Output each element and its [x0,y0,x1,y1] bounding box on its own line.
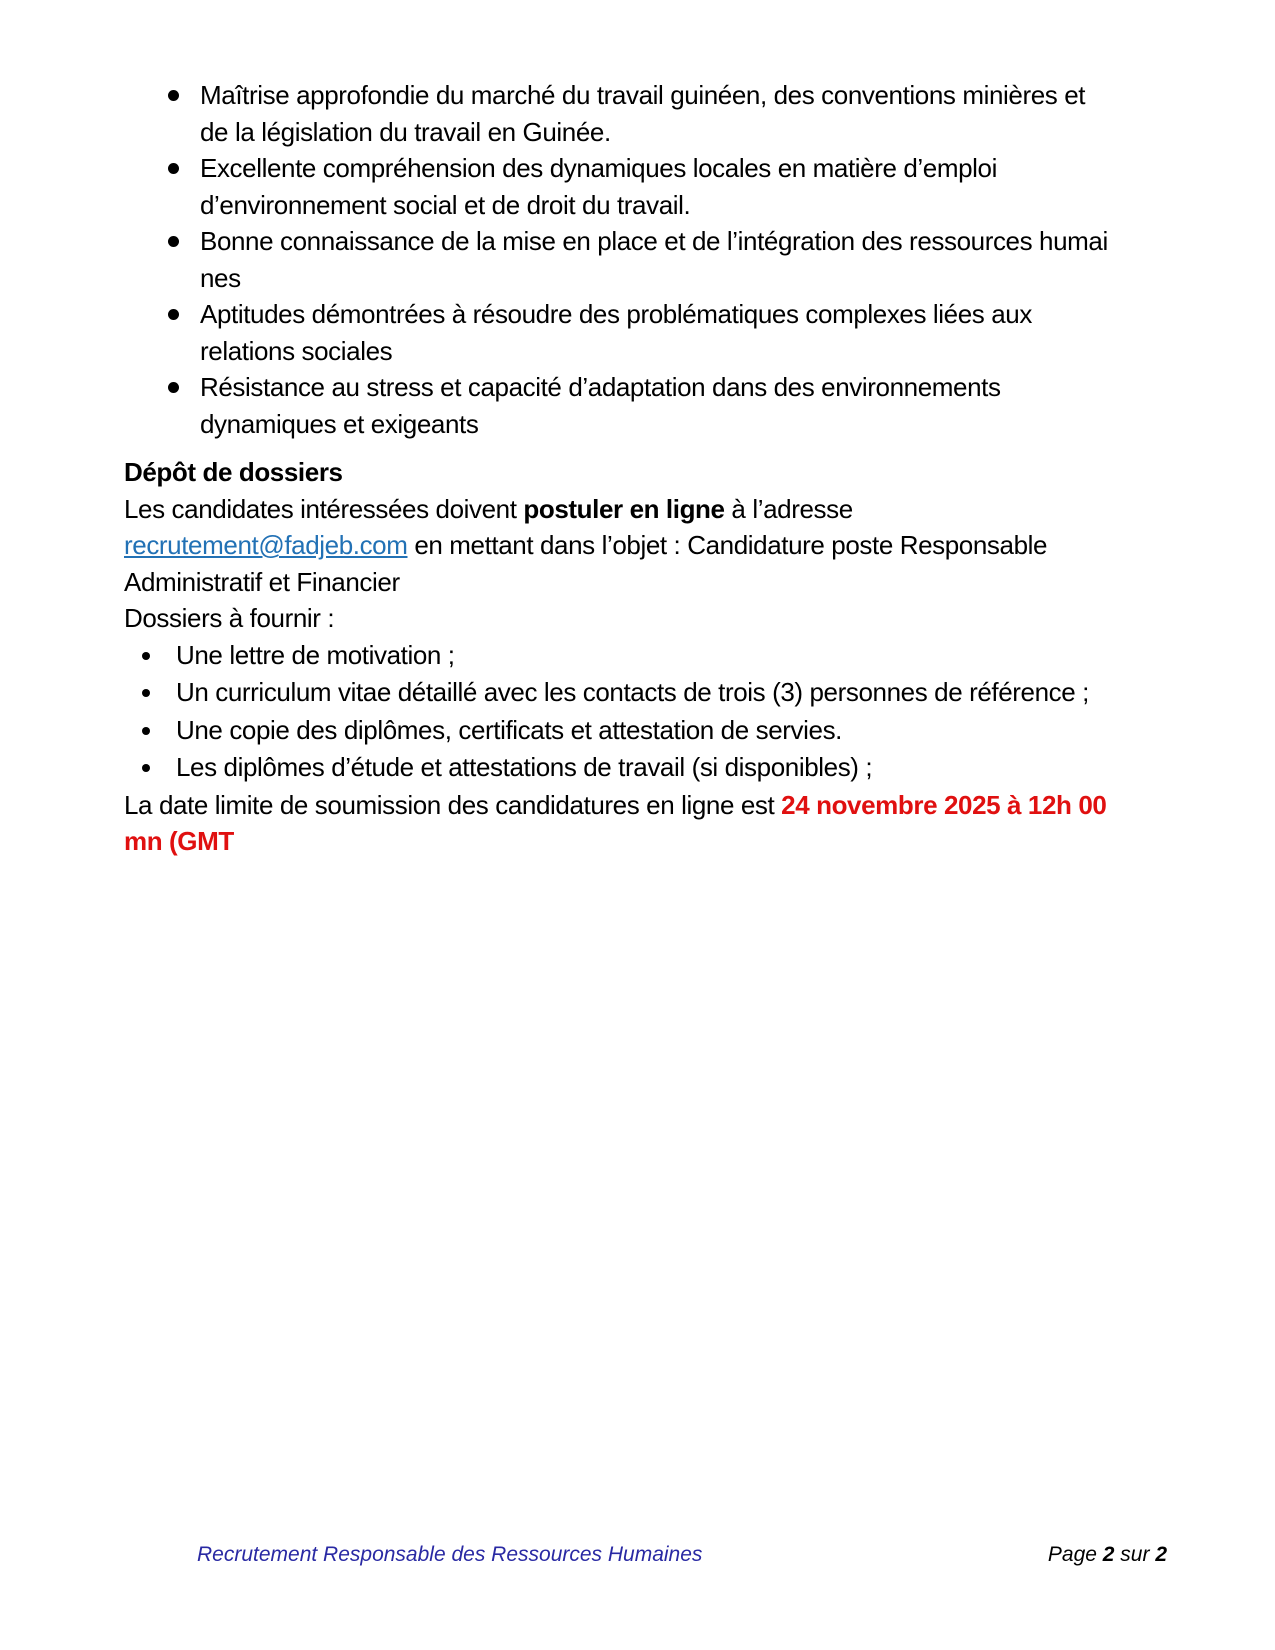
dossiers-a-fournir-label: Dossiers à fournir : [124,603,335,633]
list-item-line: de la législation du travail en Guinée. [200,116,611,147]
paragraph-line [124,823,1134,860]
bullet-icon [168,296,200,369]
list-item-line: Bonne connaissance de la mise en place et de l’intégration des ressources humai [200,226,1108,256]
page-sur-label: sur [1114,1543,1156,1566]
text-segment: à l’adresse [724,493,853,524]
paragraph-line [124,787,1134,824]
bullet-icon [142,637,176,674]
footer-document-title: Recrutement Responsable des Ressources Humaines [197,1543,703,1566]
list-item-line: dynamiques et exigeants [200,408,479,439]
list-item-line: Une copie des diplômes, certificats et attestation de servies. [176,714,842,745]
deadline-paragraph [124,787,1134,860]
deadline-date-text: mn (GMT [124,826,234,856]
paragraph-line [124,527,1134,564]
footer-page-number [1048,1542,1167,1568]
list-item-line: Aptitudes démontrées à résoudre des problématiques complexes liées aux [200,299,1032,329]
list-item [124,150,1134,223]
text-segment: Les candidates intéressées doivent [124,493,524,524]
list-item-line: relations sociales [200,335,393,366]
list-item [124,637,1134,674]
bullet-icon [142,712,176,749]
list-item-line: Excellente compréhension des dynamiques locales en matière d’emploi [200,153,997,183]
list-item [124,223,1134,296]
page-number-total: 2 [1155,1543,1167,1566]
bullet-icon [168,77,200,150]
section-heading-depot-de-dossiers: Dépôt de dossiers [124,457,343,487]
list-item [124,674,1134,711]
list-item-line: Les diplômes d’étude et attestations de travail (si disponibles) ; [176,752,873,782]
bullet-icon [168,223,200,296]
text-segment: La date limite de soumission des candidatures en ligne est [124,789,782,820]
page-label: Page [1047,1543,1103,1566]
list-item-line: Une lettre de motivation ; [176,639,455,670]
list-item [124,296,1134,369]
bullet-icon [142,674,176,711]
documents-list [124,637,1134,786]
list-item [124,77,1134,150]
page-number-current: 2 [1102,1543,1115,1566]
list-item [124,712,1134,749]
document-body [124,77,1134,860]
bullet-icon [142,749,176,786]
list-item [124,369,1134,442]
text-segment: en mettant dans l’objet : Candidature poste Responsable [407,530,1048,560]
paragraph-line [124,491,1134,528]
deadline-date-text: 24 novembre 2025 à 12h 00 [781,789,1107,820]
application-instructions-paragraph [124,491,1134,601]
bold-text-postuler-en-ligne: postuler en ligne [523,493,725,524]
bullet-icon [168,150,200,223]
list-item-line: Maîtrise approfondie du marché du travail guinéen, des conventions minières et [200,80,1086,110]
list-item-line: Un curriculum vitae détaillé avec les contacts de trois (3) personnes de référence ; [176,677,1089,707]
list-item-line: d’environnement social et de droit du travail. [200,189,691,220]
paragraph-line: Administratif et Financier [124,566,400,597]
list-item-line: nes [200,262,241,293]
list-item-line: Résistance au stress et capacité d’adaptation dans des environnements [200,372,1001,402]
list-item [124,749,1134,786]
bullet-icon [168,369,200,442]
email-link[interactable]: recrutement@fadjeb.com [124,530,408,560]
qualifications-list [124,77,1134,442]
